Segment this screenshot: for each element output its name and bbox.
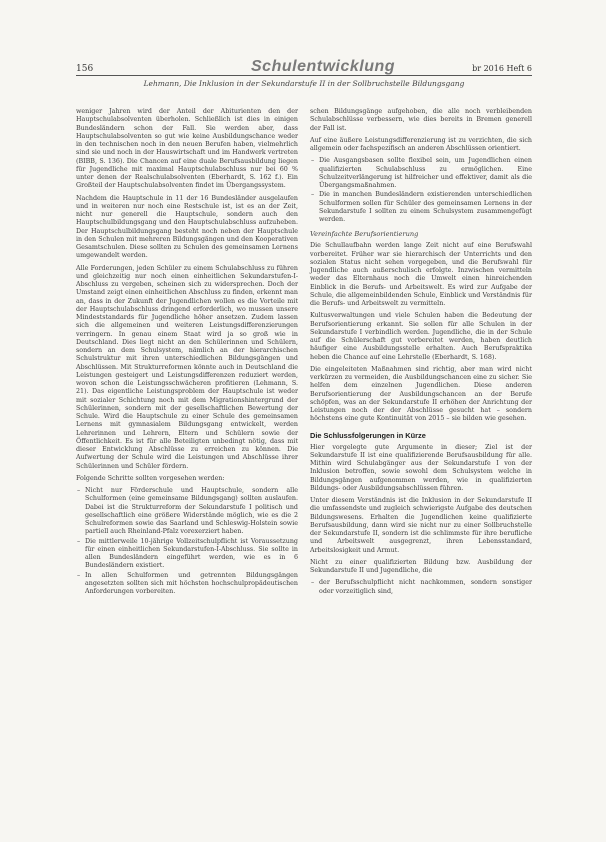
header-rule bbox=[76, 75, 532, 76]
subsection-heading: Vereinfachte Berufsorientierung bbox=[310, 230, 419, 239]
list-item: – der Berufsschulpflicht nicht nachkommen, sondern sonstiger oder vorzeitiglich sind, bbox=[319, 579, 532, 596]
article-running-title: Lehmann, Die Inklusion in der Sekundarstufe II in der Sollbruchstelle Bildungsgang bbox=[143, 79, 465, 88]
paragraph: Nicht zu einer qualifizierten Bildung bzw. Ausbildung der Sekundarstufe II und Jugendliche, die bbox=[310, 558, 532, 574]
section-heading: Die Schlussfolgerungen in Kürze bbox=[310, 430, 426, 440]
paragraph: Die Schullaufbahn werden lange Zeit nicht auf eine Berufswahl vorbereitet. Früher war sie hierarchisch der Unterrichts und den sozialen Status nicht sehen vorgegeben, und die Berufswahl für Jugendliche auch außerschulisch erfolgte. Inzwischen vermitteln weder das Elternhaus noch die Umwelt einen hinreichenden Einblick in die Berufs- und Arbeitswelt. Es wird zur Aufgabe der Schule, die allgemeinbildenden Schule, Einblick und Verständnis für die Berufs- und Arbeitswelt zu vermitteln. bbox=[310, 242, 532, 307]
paragraph: Nachdem die Hauptschule in 11 der 16 Bundesländer ausgelaufen und in weiteren nur noch eine Restschule ist, ist es an der Zeit, nicht nur generell die Hauptschule, sondern auch den Hauptschulbildungsgang und den Hauptschulabschluss aufzuheben. Der Hauptschulbildungsgang besteht noch neben der Hauptschule in den Schulen mit mehreren Bildungsgängen und den Kooperativen Gesamtschulen. Diese sollten zu Schulen des gemeinsamen Lernens umgewandelt werden. bbox=[76, 194, 298, 260]
list-item: – Die mittlerweile 10-jährige Vollzeitschulpflicht ist Voraussetzung für einen einheitlichen Sekundarstufen-I-Abschluss. Sie sollte in allen Bundesländern eingeführt werden, wie es in 6 Bundesländern existiert. bbox=[85, 538, 298, 571]
paragraph: Hier vorgelegte gute Argumente in dieser; Ziel ist der Sekundarstufe II ist eine qualifizierende Berufsausbildung für alle. Mithin wird Schulabgänger aus der Sekundarstufe I von der Inklusion betroffen, sowie sowohl dem Schulsystem welche in Bildungsgängen aufgenommen werden, wie in qualifizierten Bildungs- oder Ausbildungsabschlüssen führen. bbox=[310, 443, 532, 492]
paragraph: Folgende Schritte sollten vorgesehen werden: bbox=[76, 474, 225, 482]
left-column bbox=[76, 108, 298, 808]
paragraph: Die eingeleiteten Maßnahmen sind richtig, aber man wird nicht verkürzen zu vermeiden, die Ausbildungschancen eine zu sicher. Sie helfen dem einzelnen Jugendlichen. Diese anderen Berufsorientierung der Ausbildungschancen an der Berufe schöpfen, was an der Sekundarstufe II erhöhen der Anrichtung der Leistungen noch der der Abschlüsse gesucht hat – sondern höchstens eine gute Kontinuität von 2015 – sie bilden wie gesehen. bbox=[310, 365, 532, 423]
list-item: – Die Ausgangsbasen sollte flexibel sein, um Jugendlichen einen qualifizierten Schulabschluss zu ermöglichen. Eine Schulzeitverlängerung ist hilfreicher und effektiver, damit als die Übergangsmaßnahmen. bbox=[319, 157, 532, 190]
issue-info: br 2016 Heft 6 bbox=[472, 64, 532, 73]
list-item: – Die in manchen Bundesländern existierenden unterschiedlichen Schulformen sollen für Schüler des gemeinsamen Lernens in der Sekundarstufe I sollten zu einem Schulsystem zusammengefügt werden. bbox=[319, 191, 532, 224]
page-number: 156 bbox=[76, 64, 94, 74]
paragraph: Auf eine äußere Leistungsdifferenzierung ist zu verzichten, die sich allgemein oder fachspezifisch an anderen Abschlüssen orientiert. bbox=[310, 136, 532, 152]
paragraph: schen Bildungsgänge aufgehoben, die alle noch verbleibenden Schulabschlüsse verbessern, wie dies bereits in Bremen generell der Fall ist. bbox=[310, 108, 532, 132]
paragraph: weniger Jahren wird der Anteil der Abiturienten den der Hauptschulabsolventen überholen. Schließlich ist dies in einigen Bundesländern schon der Fall. Sie werden aber, dass Hauptschulabsolventen so gut wie keine Ausbildungschance weder in den technischen noch in den neuen Berufen haben, vielmehrlich sind sie und noch in der Hauswirtschaft und im Handwerk vertreten (BIBB, S. 136). Die Chancen auf eine duale Berufsausbildung liegen für Jugendliche mit maximal Hauptschulabschluss nur bei 60 % unter denen der Realschulabsolventen (Eberhardt, S. 162 f.). Ein Großteil der Hauptschulabsolventen findet im Übergangssystem. bbox=[76, 108, 298, 190]
page-header bbox=[76, 58, 532, 88]
journal-title: Schulentwicklung bbox=[251, 58, 396, 75]
bullet-list bbox=[76, 487, 298, 596]
bullet-list bbox=[310, 157, 532, 224]
paragraph: Alle Forderungen, jeden Schüler zu einem Schulabschluss zu führen und gleichzeitig nur noch einen einheitlichen Sekundarstufen-I-Abschluss zu vergeben, scheinen sich zu widersprechen. Doch der Umstand zeigt einen einheitlichen Abschluss zu finden, erkennt man an, dass in der Zukunft der Jugendlichen wollen es die Vorteile mit der Hauptschulabschluss dringend erforderlich, wo mussen unsere Mindeststandards für Jugendliche höher ansetzen. Zudem lassen sich die allgemeinen und weiteren Leistungsdifferenzierungen verringern. In genau einem Staat wird ja so groß wie in Deutschland. Dies liegt nicht an den Schülerinnen und Schülern, sondern an dem Schulsystem, nämlich an der hierarchischen Schulstruktur mit ihren unterschiedlichen Bildungsgängen und Abschlüssen. Mit Strukturreformen könnte auch in Deutschland die Leistungen gesteigert und Leistungsdifferenzen reduziert werden, wovon schon die Leistungsschwächeren profitieren (Lehmann, S. 21). Das eigentliche Leistungsproblem der Hauptschule ist weder mit sozialer Schichtung noch mit dem Migrationshintergrund der Schülerinnen, sondern mit der gesellschaftlichen Bewertung der Schule. Wird die Hauptschule zu einer Schule des gemeinsamen Lernens mit gymnasialem Bildungsgang entwickelt, werden Lehrerinnen und Lehrern, Eltern und Schülern sowie der Öffentlichkeit. Es ist für alle Beteiligten unbedingt nötig, dass mit dieser Entwicklung Abschlüsse zu erreichen zu können. Die Aufwertung der Schule wird die Leistungen und Abschlüsse ihrer Schülerinnen und Schüler fördern. bbox=[76, 264, 298, 470]
list-item: – In allen Schulformen und getrennten Bildungsgängen angesetzten sollten sich mit höchsten hochschulpropädeutischen Anforderungen vorbereiten. bbox=[85, 572, 298, 597]
paragraph: Kultusverwaltungen und viele Schulen haben die Bedeutung der Berufsorientierung erkannt. Sie sollen für alle Schulen in der Sekundarstufe I verbindlich werden. Jugendliche, die in der Schule auf die Schülerschaft gut vorbereitet werden, haben deutlich häufiger eine Ausbildungsstelle erhalten. Auch Berufspraktika heben die Chance auf eine Lehrstelle (Eberhardt, S. 168). bbox=[310, 312, 532, 361]
right-column bbox=[310, 108, 532, 808]
paragraph: Unter diesem Verständnis ist die Inklusion in der Sekundarstufe II die umfassendste und zugleich schwierigste Aufgabe des deutschen Bildungswesens. Erhalten die Jugendlichen keine qualifizierte Berufsausbildung, dann wird sie nicht nur zu einer Sollbruchstelle der Sekundarstufe II, sondern ist die schlimmste für ihre berufliche und Arbeitswelt ausgegrenzt, ihren Lebensstandard, Arbeitslosigkeit und Armut. bbox=[310, 497, 532, 554]
list-item: – Nicht nur Förderschule und Hauptschule, sondern alle Schulformen (eine gemeinsame Bildungsgang) sollten auslaufen. Dabei ist die Strukturreform der Sekundarstufe I politisch und gesellschaftlich eine größere Widerstände möglich, wie es die 2 Schulreformen sowie das Saarland und Schleswig-Holstein sowie partiell auch Rheinland-Pfalz vorexerziert haben. bbox=[85, 487, 298, 537]
bullet-list bbox=[310, 579, 532, 596]
text-columns bbox=[76, 108, 532, 808]
